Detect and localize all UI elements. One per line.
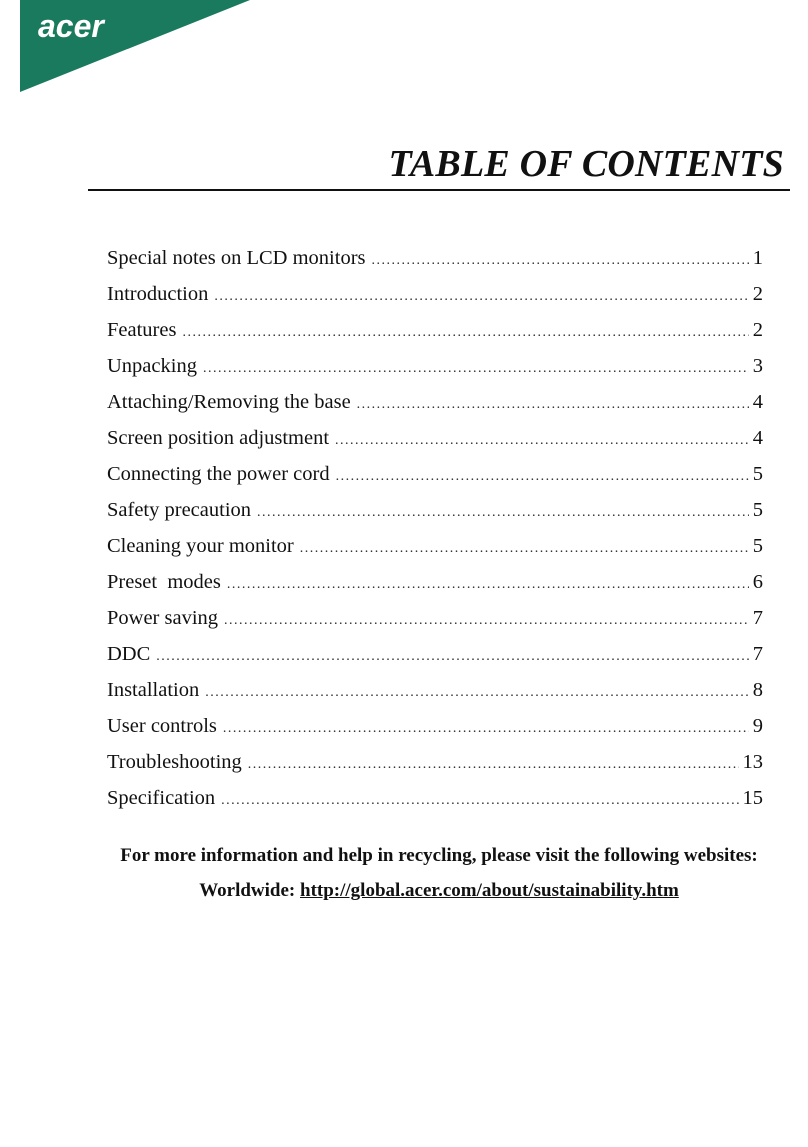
table-of-contents bbox=[107, 240, 763, 816]
toc-entry-title: Installation bbox=[107, 679, 200, 701]
toc-entry-title: Safety precaution bbox=[107, 499, 252, 521]
toc-entry-page: 15 bbox=[742, 787, 763, 809]
logo-wordmark: acer bbox=[38, 8, 104, 44]
toc-entry-title: DDC bbox=[107, 643, 151, 665]
toc-entry[interactable] bbox=[107, 240, 763, 276]
toc-entry[interactable] bbox=[107, 744, 763, 780]
toc-entry[interactable] bbox=[107, 708, 763, 744]
toc-entry-title: Specification bbox=[107, 787, 216, 809]
toc-entry-page: 2 bbox=[752, 319, 763, 341]
toc-entry-title: Preset modes bbox=[107, 571, 221, 593]
toc-entry-page: 8 bbox=[752, 679, 763, 701]
toc-entry-title: Connecting the power cord bbox=[107, 463, 330, 485]
toc-dot-leader bbox=[248, 747, 739, 783]
toc-dot-leader bbox=[223, 711, 749, 747]
toc-dot-leader bbox=[156, 639, 748, 675]
acer-logo bbox=[0, 0, 260, 96]
toc-entry-page: 5 bbox=[752, 463, 763, 485]
toc-dot-leader bbox=[372, 243, 749, 279]
toc-entry-page: 3 bbox=[752, 355, 763, 377]
toc-entry[interactable] bbox=[107, 636, 763, 672]
toc-dot-leader bbox=[227, 567, 749, 603]
toc-entry[interactable] bbox=[107, 456, 763, 492]
toc-dot-leader bbox=[203, 351, 749, 387]
sustainability-link[interactable]: http://global.acer.com/about/sustainability.htm bbox=[300, 880, 679, 901]
toc-entry[interactable] bbox=[107, 348, 763, 384]
toc-entry-title: Features bbox=[107, 319, 177, 341]
toc-entry-page: 4 bbox=[752, 391, 763, 413]
toc-entry[interactable] bbox=[107, 780, 763, 816]
toc-entry[interactable] bbox=[107, 312, 763, 348]
page-title: TABLE OF CONTENTS bbox=[388, 143, 784, 185]
toc-entry-page: 13 bbox=[742, 751, 763, 773]
toc-dot-leader bbox=[205, 675, 749, 711]
worldwide-label: Worldwide: bbox=[199, 880, 296, 901]
toc-dot-leader bbox=[335, 423, 749, 459]
toc-entry-page: 5 bbox=[752, 535, 763, 557]
toc-dot-leader bbox=[221, 783, 738, 819]
toc-entry-page: 7 bbox=[752, 643, 763, 665]
toc-dot-leader bbox=[214, 279, 748, 315]
toc-entry-page: 6 bbox=[752, 571, 763, 593]
toc-entry-page: 9 bbox=[752, 715, 763, 737]
toc-entry[interactable] bbox=[107, 672, 763, 708]
recycling-note: For more information and help in recycling, please visit the following websites: bbox=[120, 845, 758, 866]
toc-dot-leader bbox=[257, 495, 749, 531]
toc-entry-title: Troubleshooting bbox=[107, 751, 242, 773]
toc-dot-leader bbox=[336, 459, 749, 495]
toc-entry[interactable] bbox=[107, 492, 763, 528]
toc-entry-title: User controls bbox=[107, 715, 217, 737]
toc-entry-title: Attaching/Removing the base bbox=[107, 391, 351, 413]
toc-entry-page: 2 bbox=[752, 283, 763, 305]
toc-entry-page: 1 bbox=[752, 247, 763, 269]
toc-entry-title: Cleaning your monitor bbox=[107, 535, 294, 557]
toc-dot-leader bbox=[300, 531, 749, 567]
toc-entry-title: Power saving bbox=[107, 607, 219, 629]
toc-entry[interactable] bbox=[107, 528, 763, 564]
toc-entry[interactable] bbox=[107, 420, 763, 456]
toc-entry-title: Introduction bbox=[107, 283, 209, 305]
toc-entry[interactable] bbox=[107, 600, 763, 636]
toc-entry[interactable] bbox=[107, 564, 763, 600]
title-underline bbox=[88, 189, 790, 191]
toc-entry-title: Unpacking bbox=[107, 355, 197, 377]
toc-entry-page: 7 bbox=[752, 607, 763, 629]
toc-entry-page: 5 bbox=[752, 499, 763, 521]
toc-entry[interactable] bbox=[107, 384, 763, 420]
toc-dot-leader bbox=[224, 603, 749, 639]
toc-entry-page: 4 bbox=[752, 427, 763, 449]
toc-dot-leader bbox=[182, 315, 748, 351]
toc-entry-title: Screen position adjustment bbox=[107, 427, 330, 449]
worldwide-line bbox=[0, 880, 808, 902]
toc-dot-leader bbox=[357, 387, 749, 423]
toc-entry[interactable] bbox=[107, 276, 763, 312]
toc-entry-title: Special notes on LCD monitors bbox=[107, 247, 366, 269]
